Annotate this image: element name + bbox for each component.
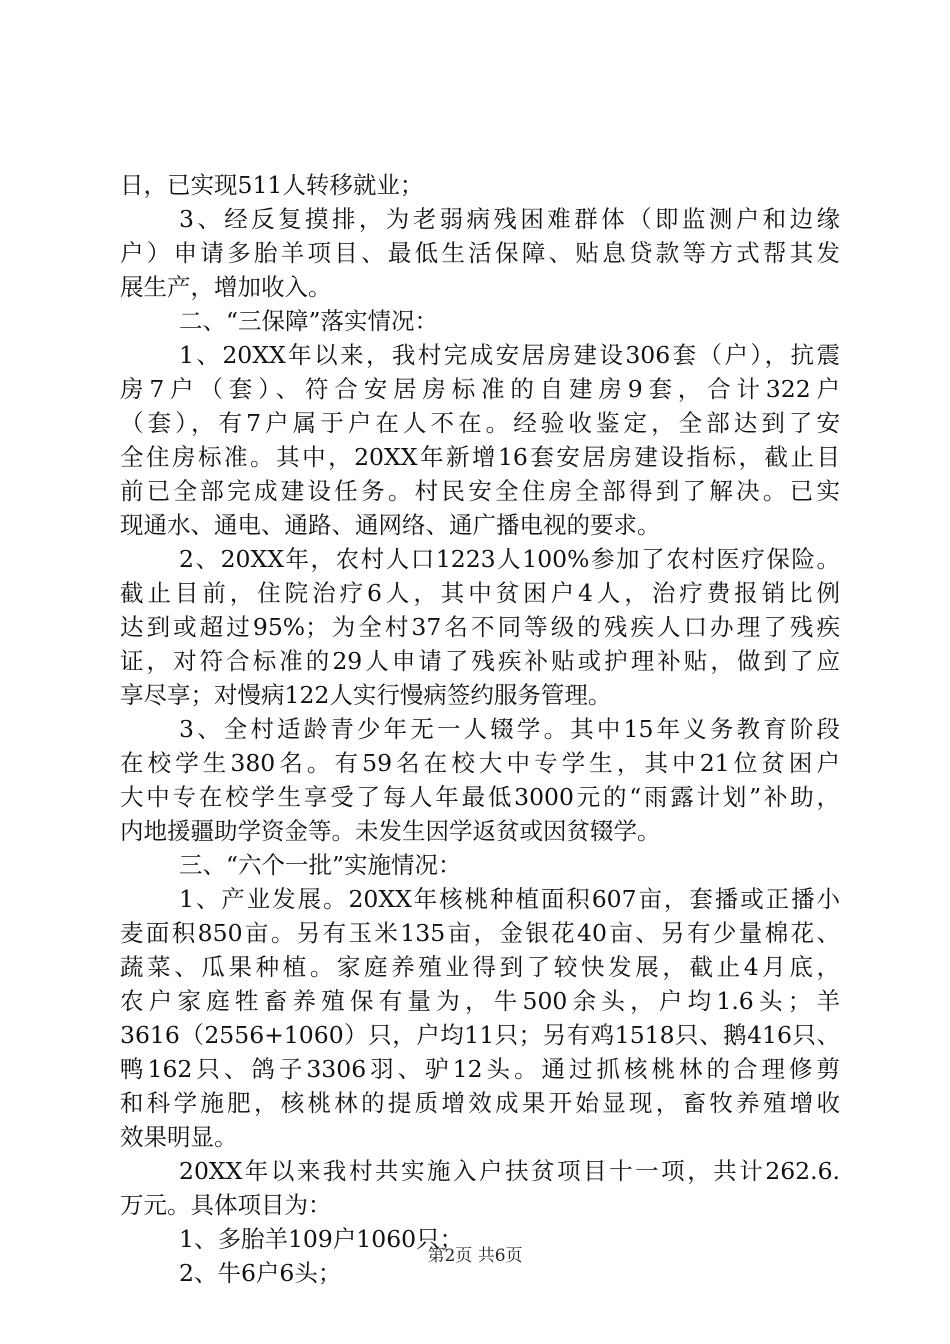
text-line: 达到或超过95%；为全村37名不同等级的残疾人口办理了残疾 (120, 613, 840, 641)
text-line: 三、“六个一批”实施情况： (179, 851, 462, 879)
text-line: 和科学施肥，核桃林的提质增效成果开始显现，畜牧养殖增收 (120, 1089, 840, 1117)
text-line: 3616（2556+1060）只，户均11只；另有鸡1518只、鹅416只、 (120, 1021, 840, 1049)
text-line: 效果明显。 (120, 1123, 238, 1151)
text-line: 3、全村适龄青少年无一人辍学。其中15年义务教育阶段 (179, 715, 840, 743)
text-line: 证，对符合标准的29人申请了残疾补贴或护理补贴，做到了应 (120, 647, 840, 675)
text-line: 20XX年以来我村共实施入户扶贫项目十一项，共计262.6. (179, 1157, 840, 1185)
text-line: （套），有7户属于户在人不在。经验收鉴定，全部达到了安 (120, 409, 840, 437)
text-line: 万元。具体项目为： (120, 1191, 332, 1219)
text-line: 3、经反复摸排，为老弱病残困难群体（即监测户和边缘 (179, 205, 840, 233)
text-line: 享尽享；对慢病122人实行慢病签约服务管理。 (120, 681, 612, 709)
document-body (120, 168, 840, 1290)
text-line: 大中专在校学生享受了每人年最低3000元的“雨露计划”补助， (120, 783, 840, 811)
text-line: 2、20XX年，农村人口1223人100%参加了农村医疗保险。 (179, 545, 840, 573)
text-line: 1、产业发展。20XX年核桃种植面积607亩，套播或正播小 (179, 885, 840, 913)
text-line: 1、多胎羊109户1060只； (179, 1225, 464, 1253)
text-line: 2、牛6户6头； (179, 1259, 342, 1287)
page-footer: 第2页 共6页 (427, 1246, 523, 1266)
text-line: 现通水、通电、通路、通网络、通广播电视的要求。 (120, 511, 661, 539)
text-line: 农户家庭牲畜养殖保有量为，牛500余头，户均1.6头；羊 (120, 987, 840, 1015)
text-line: 房7户（套）、符合安居房标准的自建房9套，合计322户 (120, 375, 840, 403)
text-line: 内地援疆助学资金等。未发生因学返贫或因贫辍学。 (120, 817, 661, 845)
text-line: 麦面积850亩。另有玉米135亩，金银花40亩、另有少量棉花、 (120, 919, 840, 947)
text-line: 二、“三保障”落实情况： (179, 307, 439, 335)
text-line: 蔬菜、瓜果种植。家庭养殖业得到了较快发展，截止4月底， (120, 953, 840, 981)
text-line: 全住房标准。其中，20XX年新增16套安居房建设指标，截止目 (120, 443, 840, 471)
text-line: 截止目前，住院治疗6人，其中贫困户4人，治疗费报销比例 (120, 579, 840, 607)
text-line: 前已全部完成建设任务。村民安全住房全部得到了解决。已实 (120, 477, 840, 505)
text-line: 在校学生380名。有59名在校大中专学生，其中21位贫困户 (120, 749, 840, 777)
text-line: 1、20XX年以来，我村完成安居房建设306套（户），抗震 (179, 341, 840, 369)
text-line: 展生产，增加收入。 (120, 273, 332, 301)
text-line: 鸭162只、鸽子3306羽、驴12头。通过抓核桃林的合理修剪 (120, 1055, 840, 1083)
text-line: 日，已实现511人转移就业； (120, 171, 424, 199)
text-line: 户）申请多胎羊项目、最低生活保障、贴息贷款等方式帮其发 (120, 239, 840, 267)
